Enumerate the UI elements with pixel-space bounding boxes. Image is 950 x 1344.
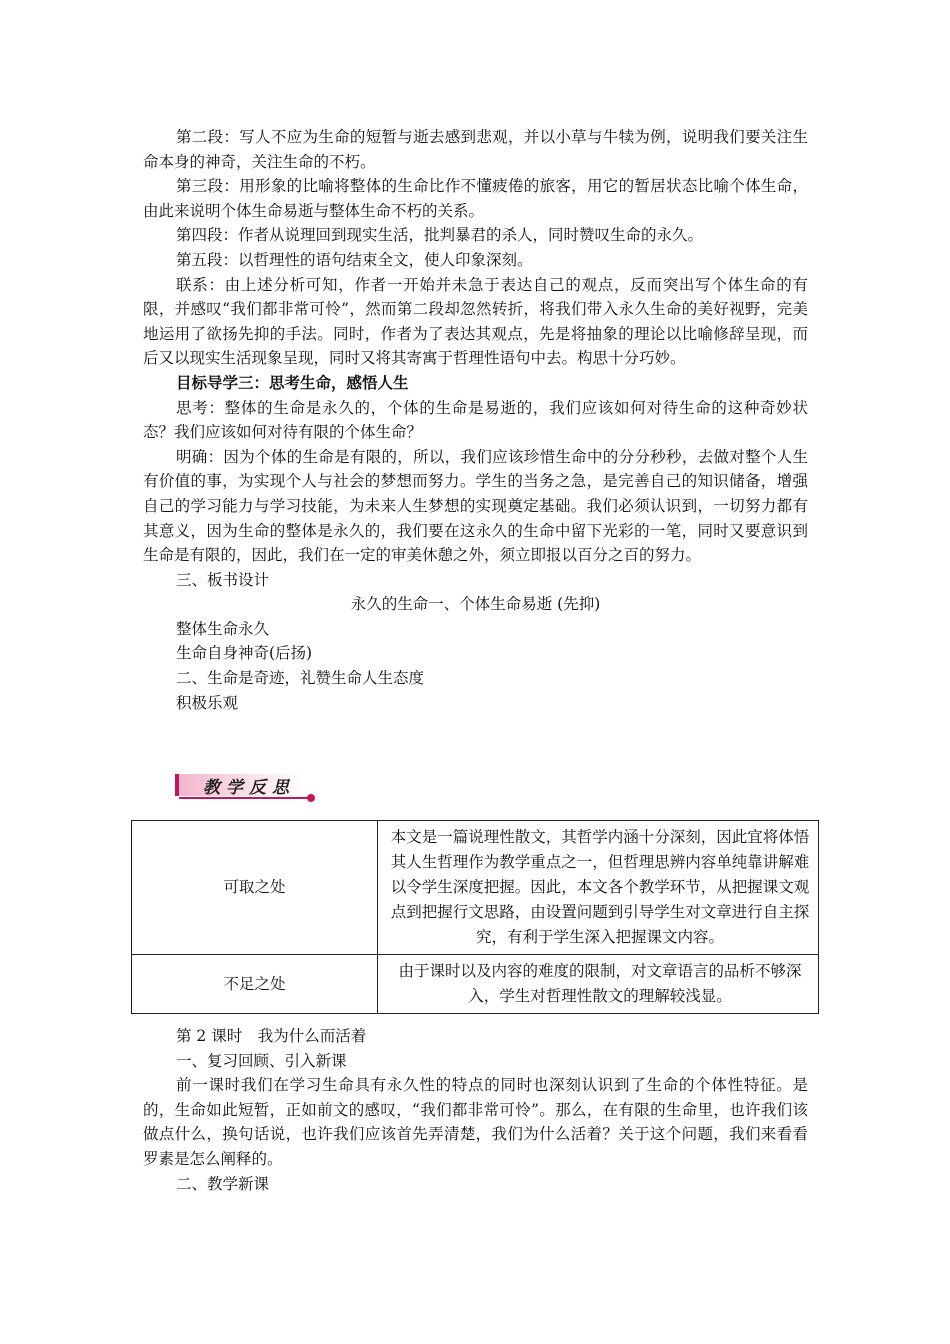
weaknesses-content: 由于课时以及内容的难度的限制，对文章语言的品析不够深入，学生对哲理性散文的理解较浅显。 <box>378 955 819 1014</box>
board-heading: 三、板书设计 <box>176 570 270 589</box>
strengths-content: 本文是一篇说理性散文，其哲学内涵十分深刻，因此宜将体悟其人生哲理作为教学重点之一，但哲理思辨内容单纯靠讲解难以令学生深度把握。因此，本文各个教学环节，从把握课文观点到把握行文思路，由设置问题到引导学生对文章进行自主探究，有利于学生深入把握课文内容。 <box>378 821 819 955</box>
board-line-4: 积极乐观 <box>176 693 239 712</box>
review-heading: 一、复习回顾、引入新课 <box>176 1051 347 1070</box>
new-lesson-heading: 二、教学新课 <box>176 1174 270 1193</box>
goal3-answer: 明确：因为个体的生命是有限的，所以，我们应该珍惜生命中的分分秒秒，去做对整个人生有价值的事，为实现个人与社会的梦想而努力。学生的当务之急，是完善自己的知识储备，增强自己的学习能力与学习技能，为未来人生梦想的实现奠定基础。我们必须认识到，一切努力都有其意义，因为生命的整体是永久的，我们要在这永久的生命中留下光彩的一笔，同时又要意识到生命是有限的，因此，我们在一定的审美休憩之外，须立即报以百分之百的努力。 <box>143 447 808 565</box>
lesson2-section <box>143 1024 808 1196</box>
paragraph-4-summary: 第四段：作者从说理回到现实生活，批判暴君的杀人，同时赞叹生命的永久。 <box>176 226 704 245</box>
paragraph-2-summary: 第二段：写人不应为生命的短暂与逝去感到悲观，并以小草与牛犊为例，说明我们要关注生命本身的神奇，关注生命的不朽。 <box>143 128 808 171</box>
paragraph-5-summary: 第五段：以哲理性的语句结束全文，使人印象深刻。 <box>176 250 533 269</box>
reflection-table <box>131 820 819 1014</box>
lesson2-title: 第 2 课时 我为什么而活着 <box>176 1027 367 1045</box>
banner-title: 教学反思 <box>203 778 295 798</box>
board-line-2: 生命自身神奇(后扬) <box>176 644 313 663</box>
connection-paragraph: 联系：由上述分析可知，作者一开始并未急于表达自己的观点，反而突出写个体生命的有限，并感叹“我们都非常可怜”，然而第二段却忽然转折，将我们带入永久生命的美好视野，完美地运用了欲扬先抑的手法。同时，作者为了表达其观点，先是将抽象的理论以比喻修辞呈现，而后又以现实生活现象呈现，同时又将其寄寓于哲理性语句中去。构思十分巧妙。 <box>143 275 808 368</box>
goal3-heading: 目标导学三：思考生命，感悟人生 <box>176 373 409 392</box>
banner-dot-icon <box>307 794 315 802</box>
review-text: 前一课时我们在学习生命具有永久性的特点的同时也深刻认识到了生命的个体性特征。是的，生命如此短暂，正如前文的感叹，“我们都非常可怜”。那么，在有限的生命里，也许我们该做点什么，换句话说，也许我们应该首先弄清楚，我们为什么活着？关于这个问题，我们来看看罗素是怎么阐释的。 <box>143 1076 808 1168</box>
weaknesses-label: 不足之处 <box>132 955 378 1014</box>
board-line-3: 二、生命是奇迹，礼赞生命人生态度 <box>176 669 425 688</box>
teaching-reflection-banner <box>175 771 315 801</box>
board-line-1: 整体生命永久 <box>176 619 270 638</box>
goal3-think: 思考：整体的生命是永久的，个体的生命是易逝的，我们应该如何对待生命的这种奇妙状态？我们应该如何对待有限的个体生命？ <box>143 398 808 442</box>
analysis-section <box>143 125 808 715</box>
board-center-line: 永久的生命一、个体生命易逝 (先抑) <box>350 595 601 614</box>
paragraph-3-summary: 第三段：用形象的比喻将整体的生命比作不懂疲倦的旅客，用它的暂居状态比喻个体生命，由此来说明个体生命易逝与整体生命不朽的关系。 <box>143 177 808 220</box>
table-row <box>132 821 819 955</box>
strengths-label: 可取之处 <box>132 821 378 955</box>
table-row <box>132 955 819 1014</box>
